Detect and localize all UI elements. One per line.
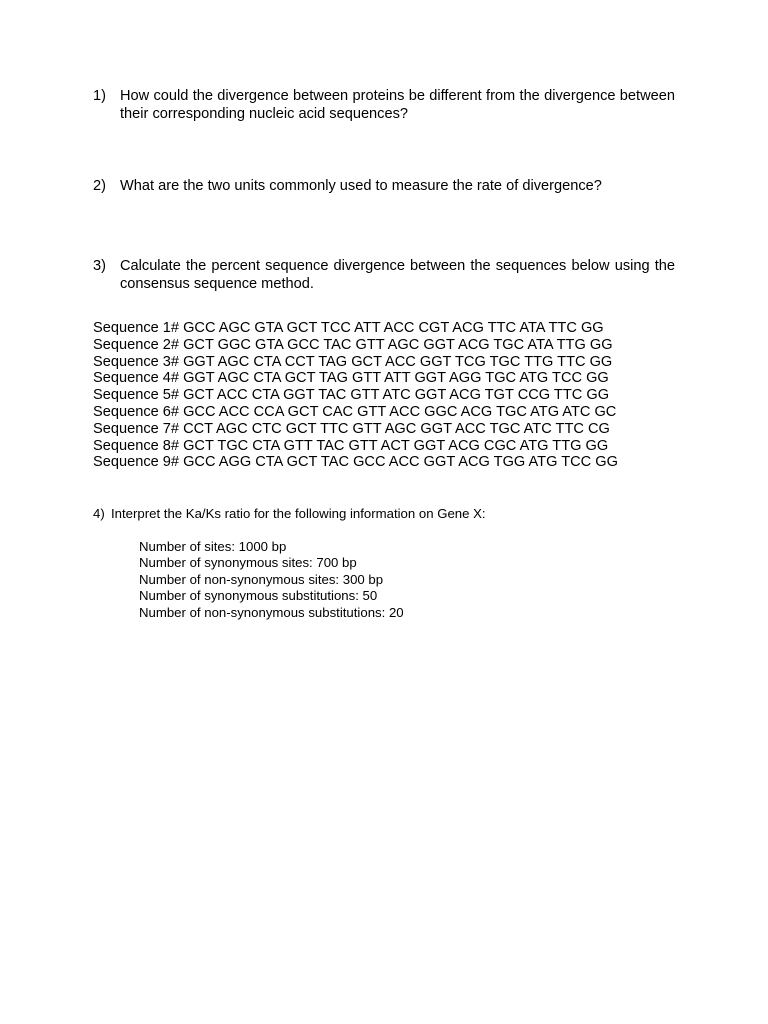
sequence-line: Sequence 4# GGT AGC CTA GCT TAG GTT ATT GGT AGG TGC ATG TCC GG xyxy=(93,370,609,387)
question-3-number: 3) xyxy=(93,258,106,274)
question-2-text: What are the two units commonly used to measure the rate of divergence? xyxy=(120,178,602,194)
info-item: Number of synonymous substitutions: 50 xyxy=(139,588,378,604)
info-item: Number of non-synonymous sites: 300 bp xyxy=(139,571,384,587)
question-4-number: 4) xyxy=(93,506,105,521)
question-2-number: 2) xyxy=(93,178,106,194)
question-4 xyxy=(93,506,486,522)
question-2 xyxy=(93,177,675,195)
sequence-line: Sequence 1# GCC AGC GTA GCT TCC ATT ACC CGT ACG TTC ATA TTC GG xyxy=(93,320,604,336)
question-4-text: Interpret the Ka/Ks ratio for the following information on Gene X: xyxy=(111,506,486,521)
info-item: Number of non-synonymous substitutions: 20 xyxy=(139,604,404,620)
sequence-list xyxy=(93,320,618,471)
sequence-line: Sequence 2# GCT GGC GTA GCC TAC GTT AGC GGT ACG TGC ATA TTG GG xyxy=(93,336,613,353)
gene-info-list xyxy=(139,539,404,621)
sequence-line: Sequence 8# GCT TGC CTA GTT TAC GTT ACT GGT ACG CGC ATG TTG GG xyxy=(93,437,609,454)
question-1-text: How could the divergence between proteins be different from the divergence between their corresponding nucleic acid sequences? xyxy=(120,88,675,122)
sequence-line: Sequence 6# GCC ACC CCA GCT CAC GTT ACC GGC ACG TGC ATG ATC GC xyxy=(93,403,617,420)
sequence-line: Sequence 9# GCC AGG CTA GCT TAC GCC ACC GGT ACG TGG ATG TCC GG xyxy=(93,454,618,471)
info-item: Number of sites: 1000 bp xyxy=(139,539,287,554)
info-item: Number of synonymous sites: 700 bp xyxy=(139,555,357,571)
question-1-number: 1) xyxy=(93,88,106,104)
sequence-line: Sequence 7# CCT AGC CTC GCT TTC GTT AGC GGT ACC TGC ATC TTC CG xyxy=(93,420,610,437)
sequence-line: Sequence 5# GCT ACC CTA GGT TAC GTT ATC GGT ACG TGT CCG TTC GG xyxy=(93,387,610,404)
sequence-line: Sequence 3# GGT AGC CTA CCT TAG GCT ACC GGT TCG TGC TTG TTC GG xyxy=(93,353,613,370)
question-3-text: Calculate the percent sequence divergence between the sequences below using the consensus sequence method. xyxy=(120,258,675,292)
question-1 xyxy=(93,87,675,123)
question-3 xyxy=(93,257,675,293)
